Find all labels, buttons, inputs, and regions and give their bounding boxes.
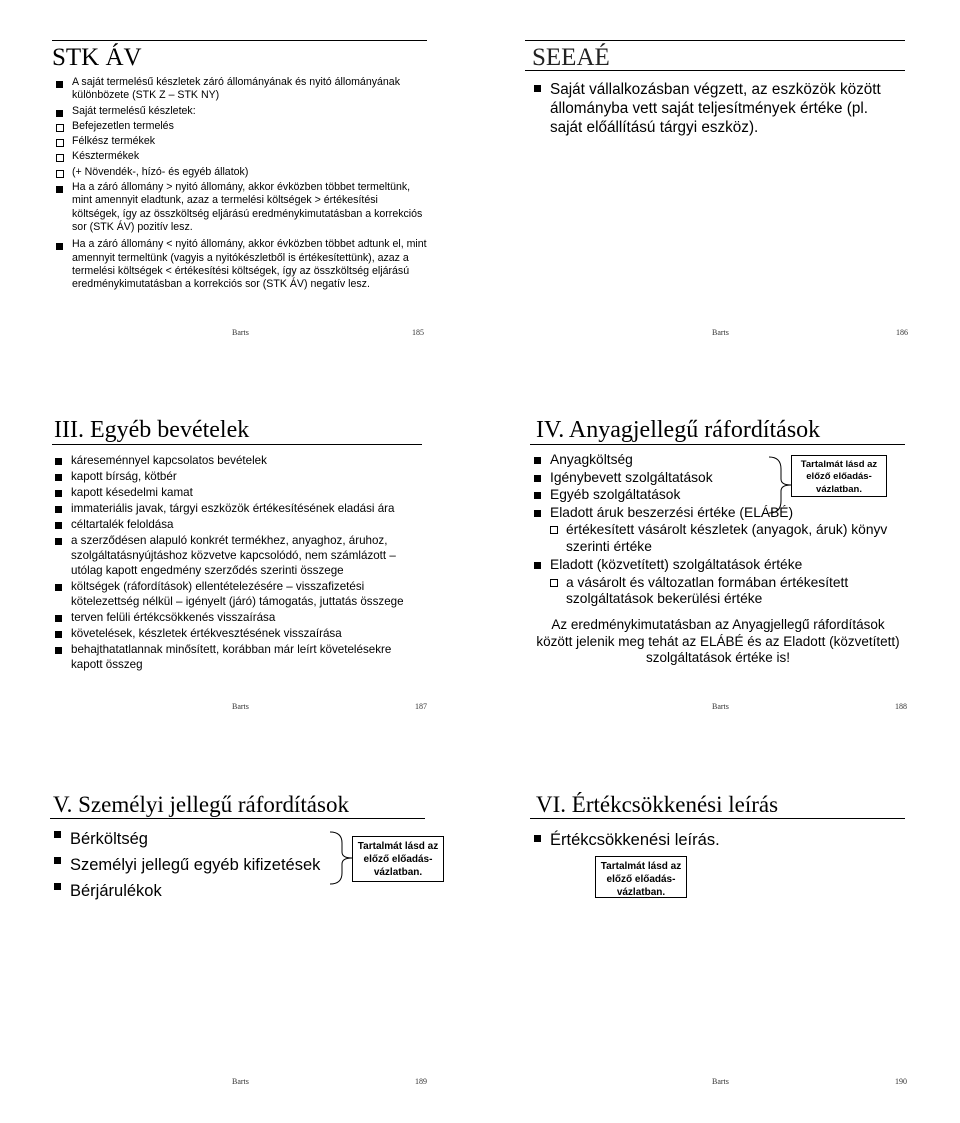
list-item: Saját vállalkozásban végzett, az eszközök között állományba vett saját teljesítmények értéke (pl. saját előállítású tárgyi eszköz).	[550, 80, 900, 137]
footer-author: Barts	[712, 1077, 729, 1086]
footer-page: 190	[895, 1077, 907, 1086]
title-rule	[525, 40, 905, 41]
footer-page: 186	[896, 328, 908, 337]
summary-note: Az eredménykimutatásban az Anyagjellegű ráfordítások között jelenik meg tehát az ELÁBÉ és az Eladott (közvetített) szolgáltatások értéke is!	[536, 617, 900, 665]
title-underline	[530, 444, 905, 445]
list-item: a szerződésen alapuló konkrét termékhez, anyaghoz, áruhoz, szolgáltatásnyújtáshoz közvetve kapcsolódó, nem számlázott – utólag kapott engedmény szerződés szerinti összege	[71, 533, 426, 578]
slide-185	[0, 0, 480, 375]
slide-title: VI. Értékcsökkenési leírás	[536, 792, 779, 817]
list-item: Eladott áruk beszerzési értéke (ELÁBÉ)	[550, 505, 905, 522]
list-item: káreseménnyel kapcsolatos bevételek	[71, 453, 426, 468]
reference-box: Tartalmát lásd az előző előadás-vázlatban.	[352, 836, 444, 882]
bullet-list	[550, 80, 900, 137]
title-underline	[530, 818, 905, 819]
slide-188	[480, 375, 960, 750]
title-underline	[50, 818, 425, 819]
list-item: Késztermékek	[72, 150, 427, 163]
list-item: céltartalék feloldása	[71, 517, 426, 532]
title-underline	[525, 70, 905, 71]
bullet-list	[72, 76, 427, 291]
list-item: A saját termelésű készletek záró állományának és nyitó állományának különbözete (STK Z – STK NY)	[72, 76, 427, 103]
list-item: Egyéb szolgáltatások	[550, 487, 905, 504]
list-item: kapott késedelmi kamat	[71, 485, 426, 500]
list-item: értékesített vásárolt készletek (anyagok, áruk) könyv szerinti értéke	[566, 522, 905, 555]
bullet-list	[70, 826, 370, 904]
slide-title: III. Egyéb bevételek	[54, 417, 250, 443]
footer-page: 188	[895, 702, 907, 711]
slide-title: STK ÁV	[52, 44, 142, 71]
title-underline	[52, 444, 422, 445]
footer-author: Barts	[232, 702, 249, 711]
list-item: Anyagköltség	[550, 452, 905, 469]
list-item: a vásárolt és változatlan formában értékesített szolgáltatások bekerülési értéke	[566, 575, 905, 608]
slide-title: V. Személyi jellegű ráfordítások	[53, 792, 349, 817]
list-item: behajthatatlannak minősített, korábban már leírt követelésekre kapott összeg	[71, 642, 426, 672]
list-item: immateriális javak, tárgyi eszközök értékesítésének eladási ára	[71, 501, 426, 516]
bullet-list	[71, 453, 426, 672]
list-item: Értékcsökkenési leírás.	[550, 830, 905, 850]
title-rule	[52, 40, 427, 41]
list-item: Eladott (közvetített) szolgáltatások értéke	[550, 557, 905, 574]
slide-190	[480, 750, 960, 1123]
slide-title: SEEAÉ	[532, 44, 610, 71]
list-item: Saját termelésű készletek:	[72, 105, 427, 118]
footer-author: Barts	[232, 328, 249, 337]
slide-189	[0, 750, 480, 1123]
list-item: Ha a záró állomány < nyitó állomány, akkor évközben többet adtunk el, mint amennyit termeltünk (vagyis a nyitókészletből is értékesítettünk), azaz a termelési költségek < értékesítési költségek, így az összköltség eljárású eredménykimutatásban a korrekciós sor (STK ÁV) negatív lesz.	[72, 238, 427, 291]
list-item: Befejezetlen termelés	[72, 120, 427, 133]
list-item: követelések, készletek értékvesztésének visszaírása	[71, 626, 426, 641]
slide-title: IV. Anyagjellegű ráfordítások	[536, 417, 821, 443]
slide-186	[480, 0, 960, 375]
footer-page: 187	[415, 702, 427, 711]
list-item: (+ Növendék-, hízó- és egyéb állatok)	[72, 166, 427, 179]
footer-author: Barts	[232, 1077, 249, 1086]
bullet-list	[550, 830, 905, 850]
footer-author: Barts	[712, 328, 729, 337]
list-item: Személyi jellegű egyéb kifizetések	[70, 852, 370, 878]
footer-author: Barts	[712, 702, 729, 711]
list-item: Bérköltség	[70, 826, 370, 852]
list-item: Félkész termékek	[72, 135, 427, 148]
list-item: terven felüli értékcsökkenés visszaírása	[71, 610, 426, 625]
reference-box: Tartalmát lásd az előző előadás-vázlatban.	[791, 455, 887, 497]
footer-page: 189	[415, 1077, 427, 1086]
reference-box: Tartalmát lásd az előző előadás-vázlatban.	[595, 856, 687, 898]
slide-187	[0, 375, 480, 750]
footer-page: 185	[412, 328, 424, 337]
list-item: Igénybevett szolgáltatások	[550, 470, 905, 487]
list-item: kapott bírság, kötbér	[71, 469, 426, 484]
list-item: Bérjárulékok	[70, 878, 370, 904]
list-item: költségek (ráfordítások) ellentételezésére – visszafizetési kötelezettség nélkül – igényelt (járó) támogatás, juttatás összege	[71, 579, 426, 609]
list-item: Ha a záró állomány > nyitó állomány, akkor évközben többet termeltünk, mint amennyit eladtunk, azaz a termelési költségek > értékesítési költségek, így az összköltség eljárású eredménykimutatásban a korrekciós sor (STK ÁV) pozitív lesz.	[72, 181, 427, 234]
